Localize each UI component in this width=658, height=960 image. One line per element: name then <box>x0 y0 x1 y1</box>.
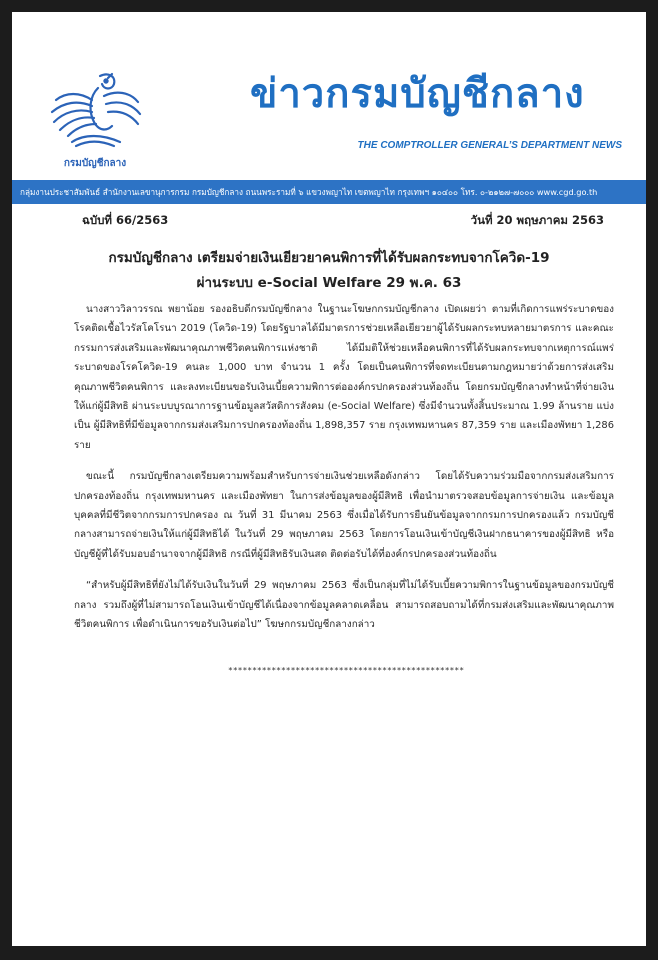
article-body <box>74 300 614 647</box>
masthead-subtitle: THE COMPTROLLER GENERAL’S DEPARTMENT NEWS <box>357 140 622 151</box>
headline-line-2: ผ่านระบบ e-Social Welfare 29 พ.ค. 63 <box>196 275 462 291</box>
press-release-page <box>12 12 646 946</box>
address-text: กลุ่มงานประชาสัมพันธ์ สำนักงานเลขานุการกรม กรมบัญชีกลาง ถนนพระรามที่ ๖ แขวงพญาไท เขตพญาไท กรุงเทพฯ ๑๐๔๐๐ โทร. ๐-๒๑๒๗-๗๐๐๐ www.cgd.go.th <box>20 187 598 197</box>
issue-date: วันที่ 20 พฤษภาคม 2563 <box>470 213 604 227</box>
address-bar <box>12 180 646 204</box>
cgd-logo <box>42 62 148 174</box>
issue-number: ฉบับที่ 66/2563 <box>82 213 169 227</box>
logo-caption: กรมบัญชีกลาง <box>63 158 127 169</box>
headline-line-1: กรมบัญชีกลาง เตรียมจ่ายเงินเยียวยาคนพิการที่ได้รับผลกระทบจากโควิด-19 <box>108 250 550 266</box>
masthead-title: ข่าวกรมบัญชีกลาง <box>250 71 585 117</box>
paragraph-3: “สำหรับผู้มีสิทธิที่ยังไม่ได้รับเงินในวันที่ 29 พฤษภาคม 2563 ซึ่งเป็นกลุ่มที่ไม่ได้รับเบี้ยความพิการในฐานข้อมูลของกรมบัญชีกลาง รวมถึงผู้ที่ไม่สามารถโอนเงินเข้าบัญชีได้เนื่องจากข้อมูลคลาดเคลื่อน สามารถสอบถามได้ที่กรมส่งเสริมและพัฒนาคุณภาพชีวิตคนพิการ เพื่อดำเนินการขอรับเงินต่อไป” โฆษกกรมบัญชีกลางกล่าว <box>74 580 614 631</box>
headline <box>52 246 606 296</box>
garuda-emblem-icon <box>42 62 148 174</box>
end-separator: ************************************************* <box>228 666 465 675</box>
paragraph-1: นางสาววิลาวรรณ พยาน้อย รองอธิบดีกรมบัญชีกลาง ในฐานะโฆษกกรมบัญชีกลาง เปิดเผยว่า ตามที่เกิดการแพร่ระบาดของโรคติดเชื้อไวรัสโคโรนา 2019 (โควิด-19) โดยรัฐบาลได้มีมาตรการช่วยเหลือเยียวยาผู้ได้รับผลกระทบหลายมาตรการ และคณะกรรมการส่งเสริมและพัฒนาคุณภาพชีวิตคนพิการแห่งชาติ ได้มีมติให้ช่วยเหลือคนพิการที่ได้รับผลกระทบจากเหตุการณ์แพร่ระบาดของโรคโควิด-19 คนละ 1,000 บาท จำนวน 1 ครั้ง โดยเป็นคนพิการที่จดทะเบียนตามกฎหมายว่าด้วยการส่งเสริมคุณภาพชีวิตคนพิการ และลงทะเบียนขอรับเงินเบี้ยความพิการต่อองค์กรปกครองส่วนท้องถิ่น โดยกรมบัญชีกลางทำหน้าที่จ่ายเงินให้แก่ผู้มีสิทธิ ผ่านระบบบูรณาการฐานข้อมูลสวัสดิการสังคม (e-Social Welfare) ซึ่งมีจำนวนทั้งสิ้นประมาณ 1.99 ล้านราย แบ่งเป็น ผู้มีสิทธิที่มีข้อมูลจากกรมส่งเสริมการปกครองท้องถิ่น 1,898,357 ราย กรุงเทพมหานคร 87,359 ราย และเมืองพัทยา 1,286 ราย <box>74 304 614 451</box>
paragraph-2: ขณะนี้ กรมบัญชีกลางเตรียมความพร้อมสำหรับการจ่ายเงินช่วยเหลือดังกล่าว โดยได้รับความร่วมมือจากกรมส่งเสริมการปกครองท้องถิ่น กรุงเทพมหานคร และเมืองพัทยา ในการส่งข้อมูลของผู้มีสิทธิ เพื่อนำมาตรวจสอบข้อมูลการจ่ายเงิน และข้อมูลบุคคลที่มีชีวิตจากกรมการปกครอง ณ วันที่ 31 มีนาคม 2563 ซึ่งเมื่อได้รับการยืนยันข้อมูลจากกรมการปกครองแล้ว กรมบัญชีกลางสามารถจ่ายเงินให้แก่ผู้มีสิทธิได้ ในวันที่ 29 พฤษภาคม 2563 โดยการโอนเงินเข้าบัญชีเงินฝากธนาคารของผู้มีสิทธิ หรือบัญชีผู้ที่ได้รับมอบอำนาจจากผู้มีสิทธิ กรณีที่ผู้มีสิทธิรับเงินสด ติดต่อรับได้ที่องค์กรปกครองส่วนท้องถิ่น <box>74 471 614 560</box>
